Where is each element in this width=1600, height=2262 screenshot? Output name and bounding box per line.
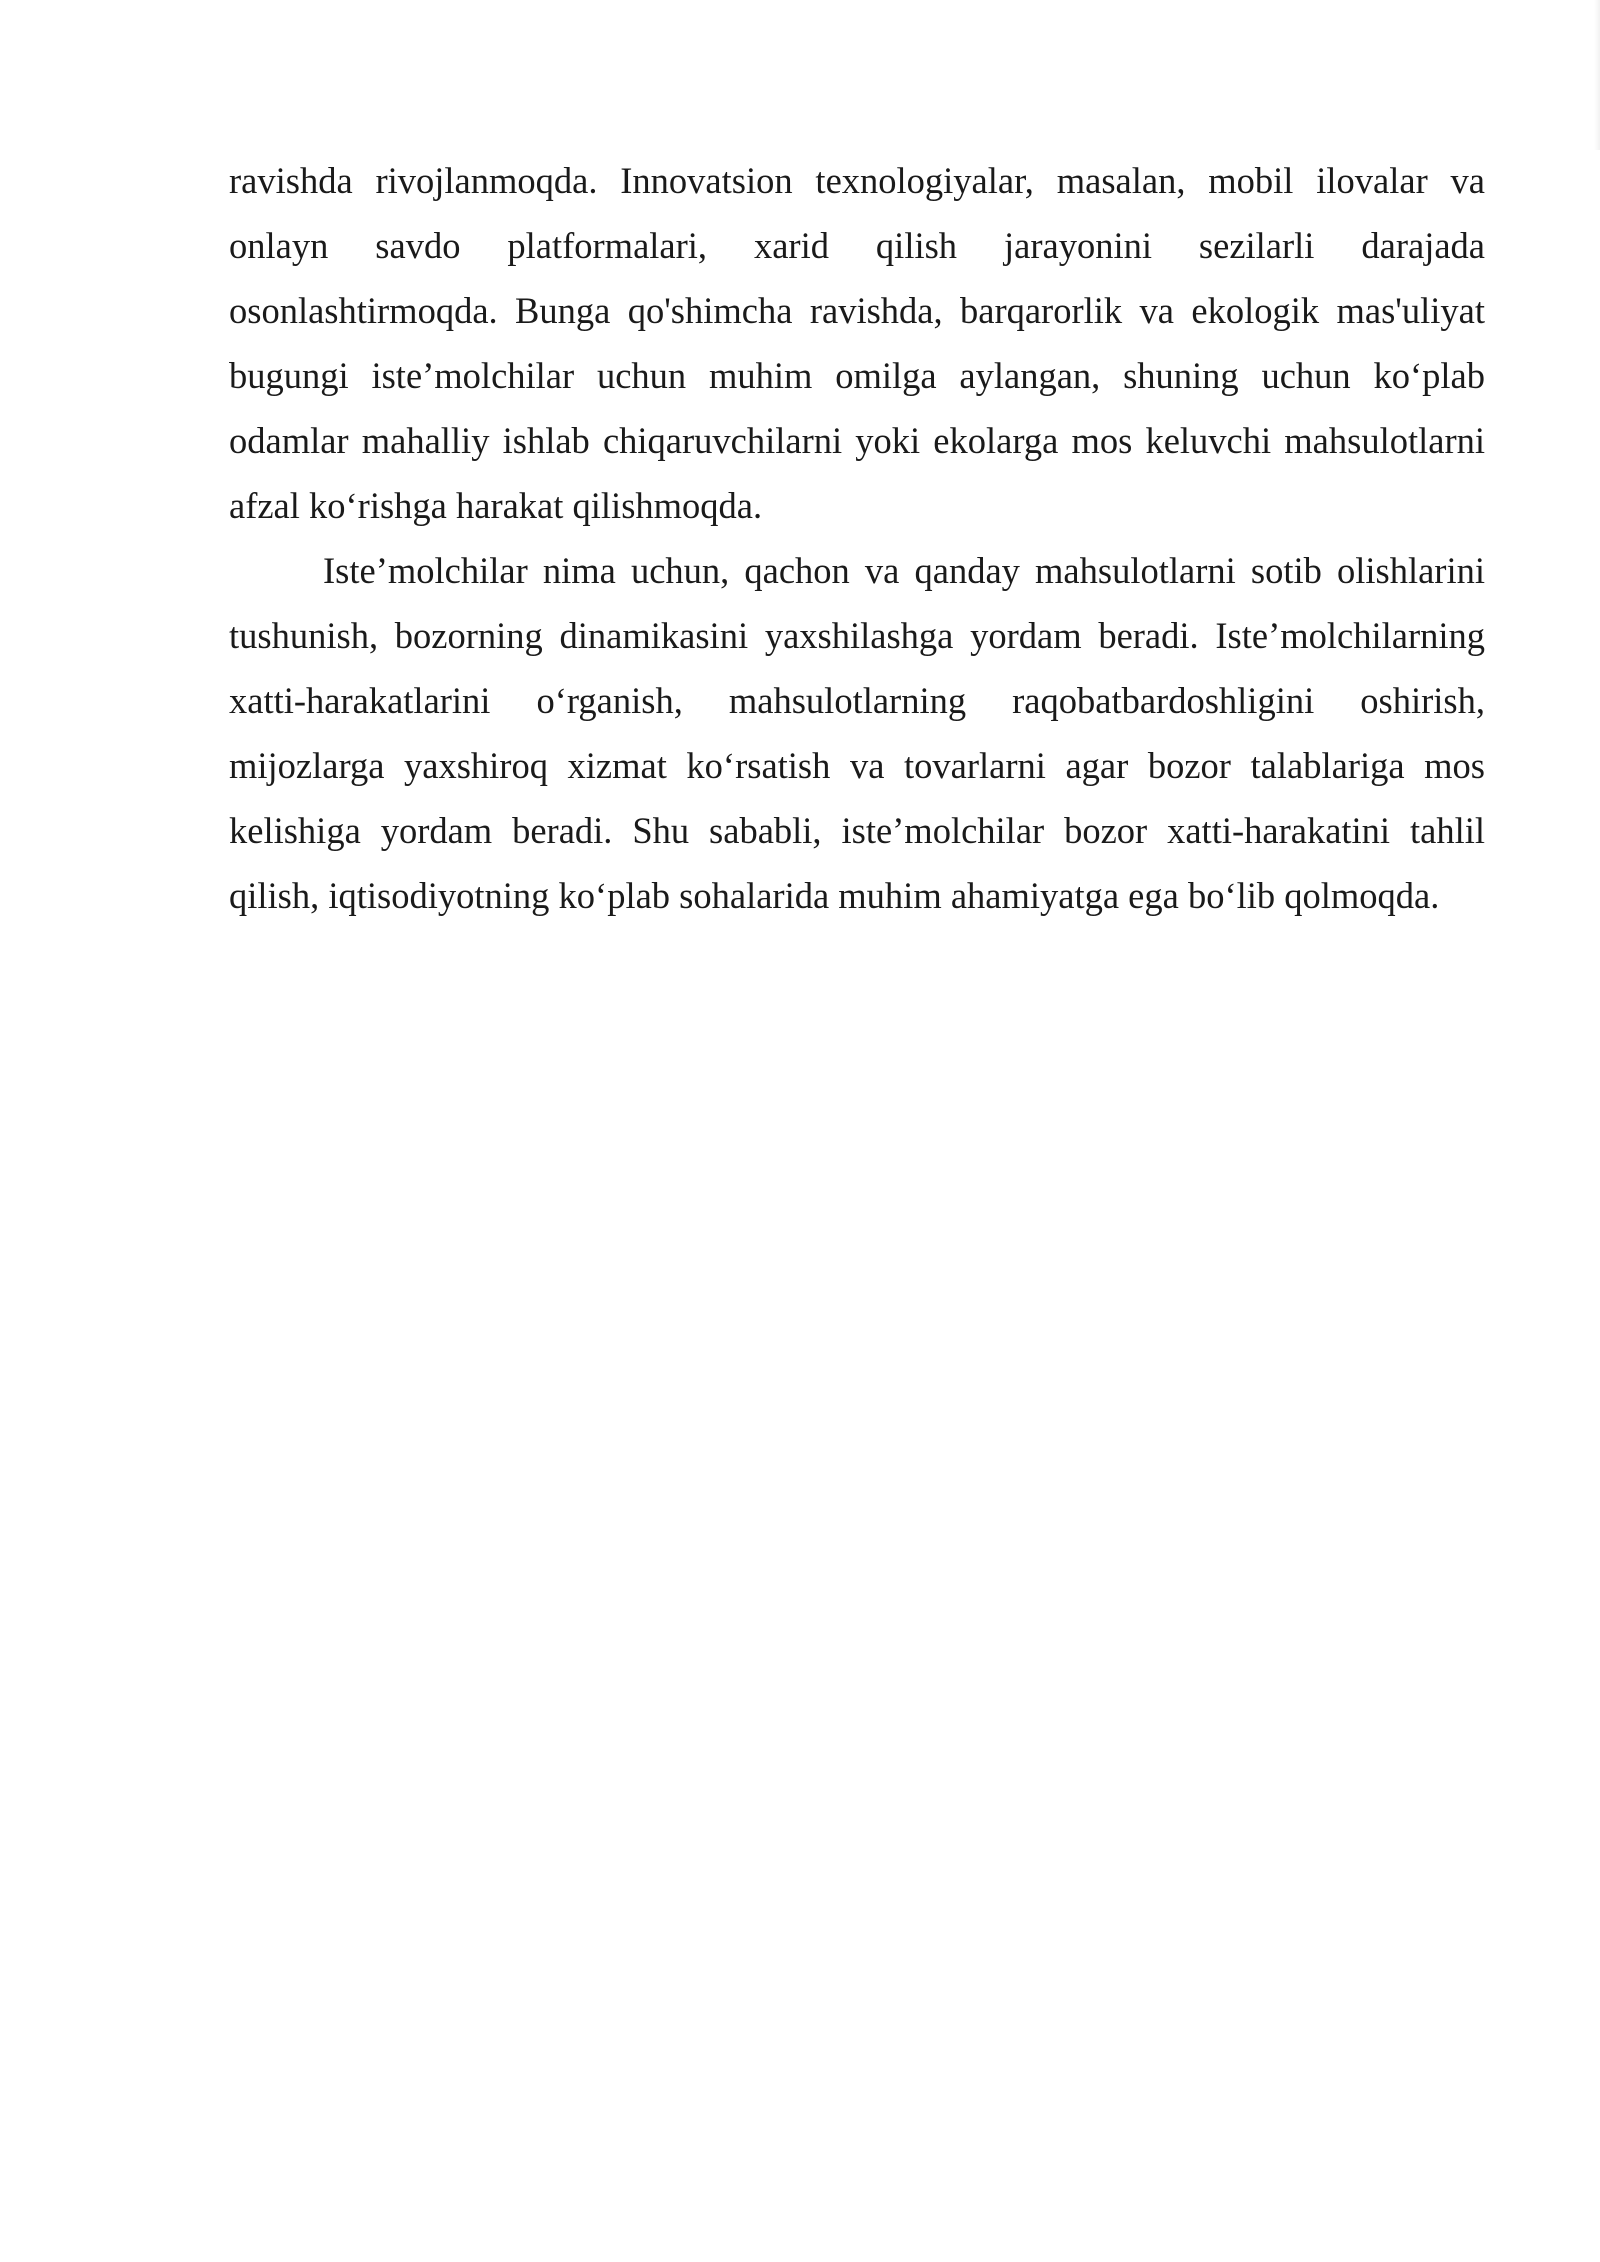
paragraph-consumer-behavior: Iste’molchilar nima uchun, qachon va qanday mahsulotlarni sotib olishlarini tushunish, bozorning dinamikasini yaxshilashga yordam beradi. Iste’molchilarning xatti-harakatlarini o‘rganish, mahsulotlarning raqobatbardoshligini oshirish, mijozlarga yaxshiroq xizmat ko‘rsatish va tovarlarni agar bozor talablariga mos kelishiga yordam beradi. Shu sababli, iste’molchilar bozor xatti-harakatini tahlil qilish, iqtisodiyotning ko‘plab sohalarida muhim ahamiyatga ega bo‘lib qolmoqda. [229,550,1485,916]
paragraph-continuation: ravishda rivojlanmoqda. Innovatsion texnologiyalar, masalan, mobil ilovalar va onlayn savdo platformalari, xarid qilish jarayonini sezilarli darajada osonlashtirmoqda. Bunga qo'shimcha ravishda, barqarorlik va ekologik mas'uliyat bugungi iste’molchilar uchun muhim omilga aylangan, shuning uchun ko‘plab odamlar mahalliy ishlab chiqaruvchilarni yoki ekolarga mos keluvchi mahsulotlarni afzal ko‘rishga harakat qilishmoqda. [229,160,1485,526]
body-text [229,148,1485,928]
page-edge-shadow [1594,0,1600,150]
